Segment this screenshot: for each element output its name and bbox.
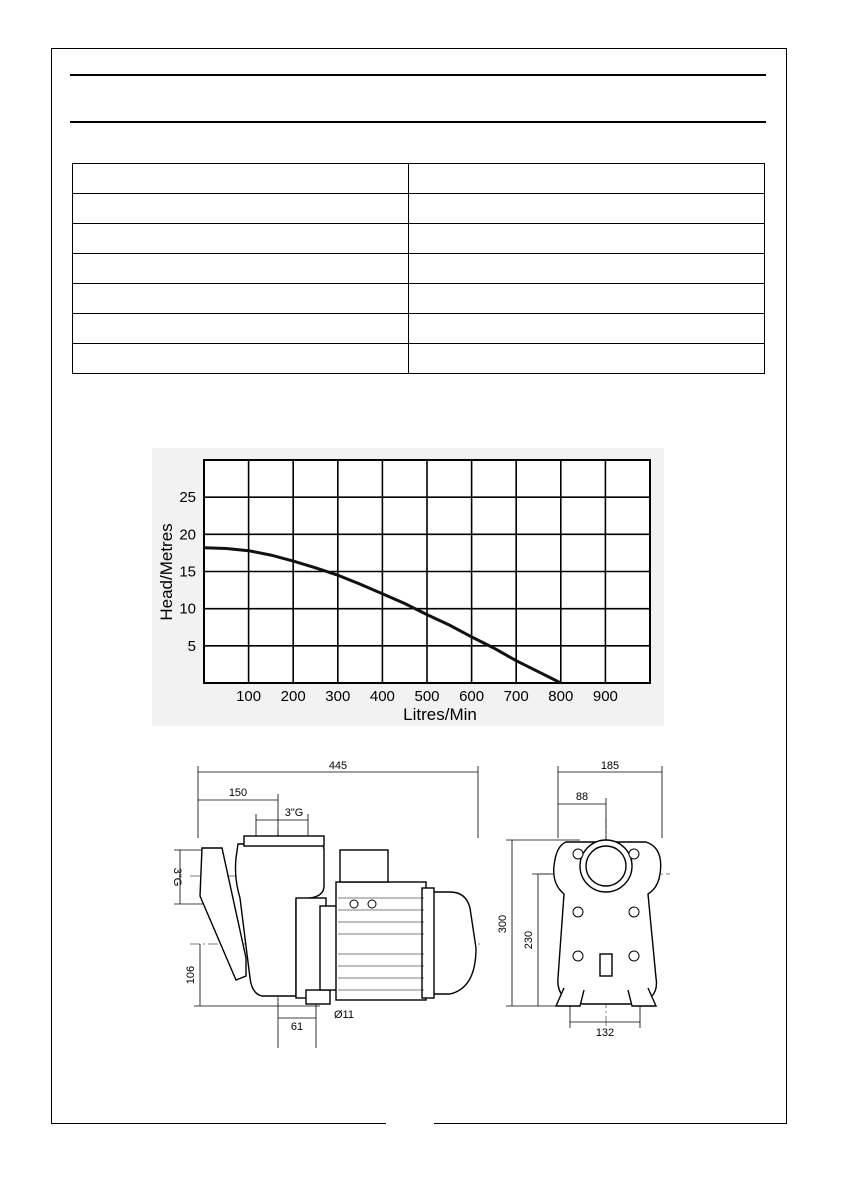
- spec-value: [409, 254, 765, 284]
- dimension-230: 230: [523, 930, 535, 950]
- spec-value: [409, 164, 765, 194]
- spec-label: [73, 164, 409, 194]
- spec-label: [73, 194, 409, 224]
- dimension-300: 300: [497, 914, 509, 934]
- spec-label: [73, 314, 409, 344]
- spec-value: [409, 284, 765, 314]
- x-tick-labels: [236, 688, 618, 705]
- spec-label: [73, 224, 409, 254]
- pump-side-view: [200, 836, 476, 1004]
- spec-value: [409, 344, 765, 374]
- pump-performance-chart: [152, 448, 664, 726]
- dimension-61: 61: [290, 1021, 304, 1033]
- x-tick-label: 700: [503, 688, 529, 705]
- y-tick-label: 5: [187, 637, 196, 655]
- table-row: [73, 224, 765, 254]
- y-axis-title: Head/Metres: [157, 523, 176, 621]
- technical-drawing: [160, 758, 680, 1058]
- pump-front-view: [554, 840, 661, 1006]
- header-rule-top: [70, 74, 766, 76]
- dimension-3g-side: 3"G: [171, 867, 183, 887]
- x-axis-title: Litres/Min: [403, 705, 477, 724]
- spec-value: [409, 194, 765, 224]
- dimension-3g-top: 3"G: [284, 807, 304, 819]
- y-tick-label: 15: [179, 563, 196, 581]
- dimension-185: 185: [600, 760, 620, 772]
- table-row: [73, 344, 765, 374]
- dimension-132: 132: [595, 1027, 615, 1039]
- header-rule-bottom: [70, 121, 766, 123]
- pump-dimension-drawing: [160, 758, 680, 1058]
- x-tick-label: 100: [236, 688, 262, 705]
- x-tick-label: 800: [548, 688, 574, 705]
- chart-canvas: [152, 448, 664, 726]
- y-tick-label: 20: [179, 526, 196, 544]
- table-row: [73, 194, 765, 224]
- spec-value: [409, 314, 765, 344]
- table-row: [73, 254, 765, 284]
- dimension-106: 106: [185, 965, 197, 985]
- table-row: [73, 164, 765, 194]
- x-tick-label: 600: [459, 688, 485, 705]
- x-tick-label: 500: [414, 688, 440, 705]
- x-tick-label: 200: [280, 688, 306, 705]
- x-tick-label: 300: [325, 688, 351, 705]
- page-number-gap: [386, 1120, 434, 1130]
- spec-label: [73, 284, 409, 314]
- y-tick-label: 10: [179, 600, 196, 618]
- table-row: [73, 314, 765, 344]
- dimension-150: 150: [228, 787, 248, 799]
- table-row: [73, 284, 765, 314]
- x-tick-label: 900: [592, 688, 618, 705]
- specification-table: [72, 163, 765, 374]
- spec-label: [73, 254, 409, 284]
- x-tick-label: 400: [369, 688, 395, 705]
- spec-value: [409, 224, 765, 254]
- dimension-88: 88: [575, 791, 589, 803]
- dimension-011: Ø11: [334, 1009, 354, 1021]
- y-tick-label: 25: [179, 489, 196, 507]
- spec-label: [73, 344, 409, 374]
- dimension-445: 445: [328, 760, 348, 772]
